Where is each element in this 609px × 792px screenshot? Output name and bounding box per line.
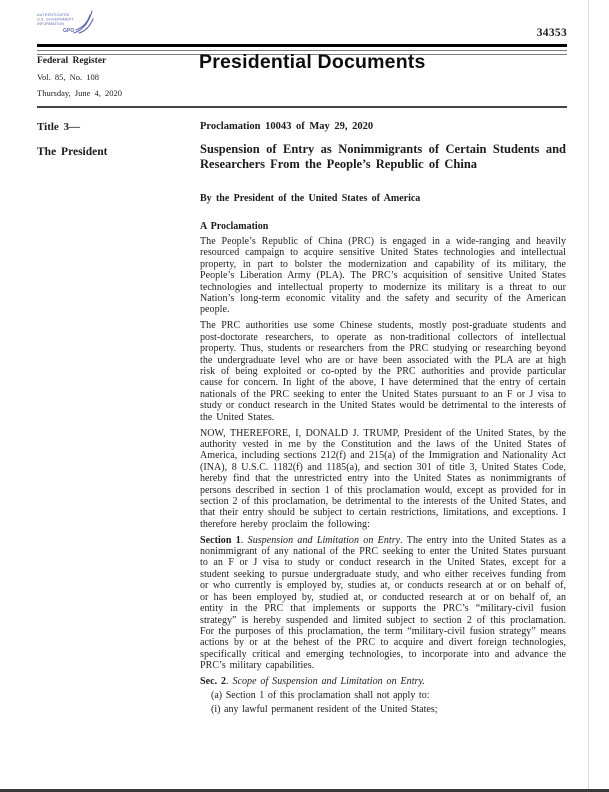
section-2-title: Scope of Suspension and Limitation on Entry. xyxy=(232,676,425,688)
proclamation-number-line: Proclamation 10043 of May 29, 2020 xyxy=(200,121,374,132)
document-body xyxy=(200,121,566,715)
document-title: Suspension of Entry as Nonimmigrants of Certain Students and Researchers From the People’s Republic of China xyxy=(200,142,566,171)
title-3-label: Title 3— xyxy=(37,121,81,133)
title-column xyxy=(37,121,187,158)
paragraph: The PRC authorities use some Chinese students, mostly post-graduate students and post-doctorate researchers, to operate as non-traditional collectors of intellectual property. Thus, students or researchers from the PRC studying or researching beyond the undergraduate level who are or have been associated with the PLA are at high risk of being exploited or co-opted by the PRC authorities and provide particular cause for concern. In light of the above, I have determined that the entry of certain nationals of the PRC seeking to enter the United States pursuant to an F or J visa to study or conduct research in the United States would be detrimental to the interests of the United States. xyxy=(200,320,566,423)
page-number: 34353 xyxy=(536,27,567,39)
gpo-logo-gpo-text: GPO xyxy=(63,28,75,34)
section-1-title: Suspension and Limitation on Entry xyxy=(247,534,401,546)
paragraph: NOW, THEREFORE, I, DONALD J. TRUMP, President of the United States, by the authority vested in me by the Constitution and the laws of the United States of America, including sections 212(f) and 215(a) of the Immigration and Nationality Act (INA), 8 U.S.C. 1182(f) and 1185(a), and section 301 of title 3, United States Code, hereby find that the unrestricted entry into the United States as nonimmigrants of persons described in section 1 of this proclamation would, except as provided for in section 2 of this proclamation, be detrimental to the interests of the United States, and that their entry should be subject to certain restrictions, limitations, and exceptions. I therefore hereby proclaim the following: xyxy=(200,427,566,530)
section-1-text: . The entry into the United States as a nonimmigrant of any national of the PRC seeking to enter the United States pursuant to an F or J visa to study or conduct research in the United States, except for a student seeking to pursue undergraduate study, and who either receives funding from or who currently is employed by, studies at, or conducts research at or on behalf of, or has been employed by, studied at, or conducted research at or on behalf of, an entity in the PRC that implements or supports the PRC’s “military-civil fusion strategy” is hereby suspended and limited subject to section 2 of this proclamation. For the purposes of this proclamation, the term “military-civil fusion strategy” means actions by or at the behest of the PRC to acquire and divert foreign technologies, specifically critical and emerging technologies, to incorporate into and advance the PRC’s military capabilities. xyxy=(200,534,567,672)
issue-date: Thursday, June 4, 2020 xyxy=(37,88,123,98)
a-proclamation-heading: A Proclamation xyxy=(200,221,269,232)
masthead-thick-rule xyxy=(37,44,567,47)
section-title: Presidential Documents xyxy=(199,51,426,73)
section-2-separator: . xyxy=(226,676,233,688)
byline: By the President of the United States of America xyxy=(200,193,421,204)
section-1-paragraph xyxy=(200,535,566,672)
gpo-logo-line2: U.S. GOVERNMENT xyxy=(37,17,74,22)
gpo-eagle-swoosh-icon xyxy=(74,11,93,33)
volume-number: Vol. 85, No. 108 xyxy=(37,71,100,82)
section-2-heading xyxy=(200,676,566,687)
gpo-authenticated-logo-icon xyxy=(34,8,98,44)
clause-i: (i) any lawful permanent resident of the United States; xyxy=(211,703,438,715)
clause-a: (a) Section 1 of this proclamation shall not apply to: xyxy=(211,689,430,701)
gpo-logo-line3: INFORMATION xyxy=(37,22,65,26)
page-right-edge xyxy=(588,0,589,789)
the-president-label: The President xyxy=(37,146,108,158)
journal-name: Federal Register xyxy=(37,56,107,66)
gpo-logo-line1: AUTHENTICATED xyxy=(37,13,70,17)
masthead-bottom-rule xyxy=(37,106,567,108)
section-2-label: Sec. 2 xyxy=(200,676,227,688)
section-1-label: Section 1 xyxy=(200,534,241,546)
section-1-separator: . xyxy=(240,534,248,546)
paragraph: The People’s Republic of China (PRC) is engaged in a wide-ranging and heavily resourced campaign to acquire sensitive United States technologies and intellectual property, in part to bolster the modernization and capability of its military, the People’s Liberation Army (PLA). The PRC’s acquisition of sensitive United States technologies and intellectual property to modernize its military is a threat to our Nation’s long-term economic vitality and the safety and security of the American people. xyxy=(200,236,566,316)
